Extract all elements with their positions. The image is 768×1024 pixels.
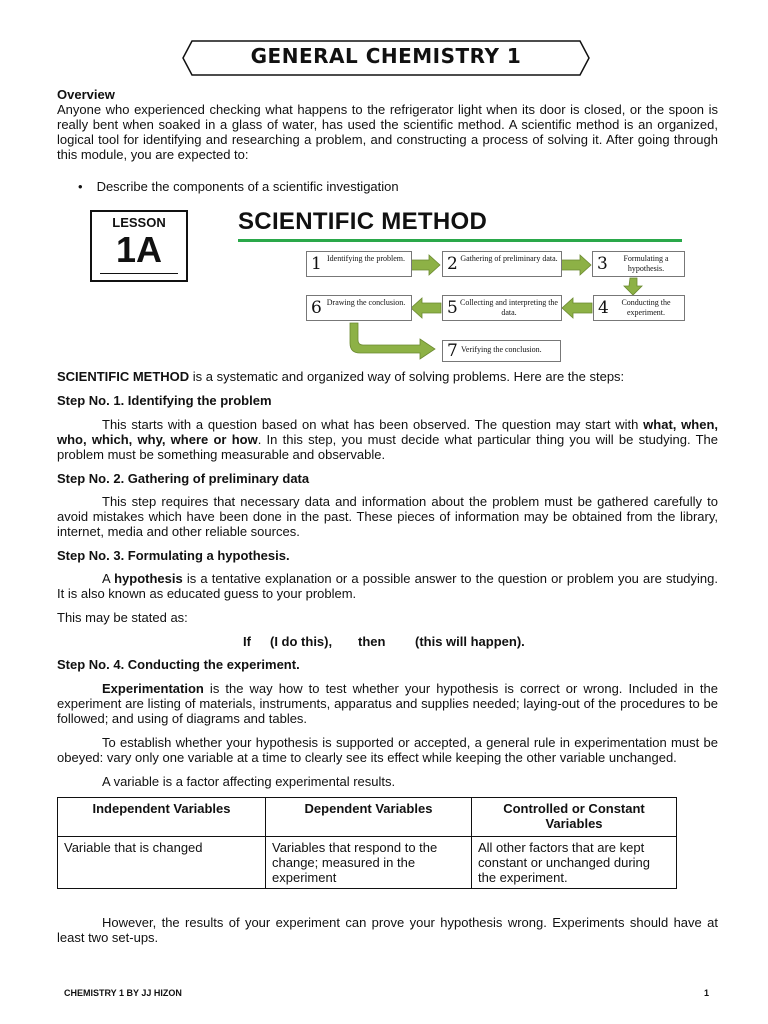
step-text: Collecting and interpreting the data. — [460, 298, 558, 317]
step-number: 3 — [597, 254, 608, 274]
lesson-title: SCIENTIFIC METHOD — [238, 208, 488, 235]
lesson-label: LESSON — [112, 215, 166, 230]
arrow-4-5 — [562, 298, 592, 318]
step-box-7 — [442, 340, 561, 362]
objective-text: Describe the components of a scientific investigation — [96, 179, 399, 194]
column-header: Independent Variables — [58, 798, 266, 837]
step-text: Gathering of preliminary data. — [460, 254, 558, 263]
step-box-5 — [442, 295, 562, 321]
step2-text: This step requires that necessary data and information about the problem must be gathered carefully to avoid mistakes which have been done in the past. These pieces of information may be obtained from the library, internet, media and other reliable sources. — [57, 494, 718, 539]
arrow-1-2 — [410, 255, 440, 275]
step3-text-part: A — [102, 571, 115, 586]
step-box-1 — [306, 251, 412, 277]
step-number: 1 — [311, 254, 322, 274]
arrow-2-3 — [561, 255, 591, 275]
step1-text-part: . In this step, you must decide what particular thing you will be studying. The problem must be something measurable and observable. — [57, 432, 718, 462]
table-row — [58, 837, 677, 889]
closing-text: However, the results of your experiment can prove your hypothesis wrong. Experiments should have at least two set-ups. — [57, 915, 718, 945]
variables-table — [57, 797, 677, 889]
step3-heading: Step No. 3. Formulating a hypothesis. — [57, 548, 290, 563]
step-text: Conducting the experiment. — [621, 298, 671, 317]
step1-heading: Step No. 1. Identifying the problem — [57, 393, 272, 408]
arrow-6-7 — [350, 323, 435, 359]
if-word: If — [243, 634, 251, 649]
experimentation-term: Experimentation — [102, 681, 204, 696]
table-cell: Variables that respond to the change; measured in the experiment — [266, 837, 472, 889]
step-number: 2 — [447, 254, 458, 274]
step3-text-part: is a tentative explanation or a possible answer to the question or problem you are studying. It is also known as educated guess to your problem. — [57, 571, 719, 601]
step-text: Drawing the conclusion. — [326, 298, 406, 307]
step2-heading: Step No. 2. Gathering of preliminary data — [57, 471, 310, 486]
page-title: GENERAL CHEMISTRY 1 — [250, 44, 522, 68]
intro-text — [57, 369, 718, 384]
overview-text: Anyone who experienced checking what happens to the refrigerator light when its door is closed, or the spoon is really bent when soaked in a glass of water, has used the scientific method. A scientific method is an organized, logical tool for identifying and researching a problem, and constructing a process of solving it. After going through this module, you are expected to: — [57, 102, 718, 162]
step4-rule: To establish whether your hypothesis is supported or accepted, a general rule in experimentation must be obeyed: vary only one variable at a time to clearly see its effect while keeping the other variable unchanged. — [57, 735, 718, 765]
hypothesis-term: hypothesis — [114, 571, 183, 586]
step-number: 5 — [447, 298, 458, 318]
lesson-number: 1A — [115, 229, 163, 270]
if-clause: (I do this), — [270, 634, 333, 649]
then-clause: (this will happen). — [415, 634, 525, 649]
intro-rest: is a systematic and organized way of solving problems. Here are the steps: — [189, 369, 625, 384]
intro-bold: SCIENTIFIC METHOD — [57, 369, 190, 384]
table-cell: Variable that is changed — [58, 837, 266, 889]
footer-credit: CHEMISTRY 1 BY JJ HIZON — [64, 988, 182, 998]
step-box-3 — [592, 251, 685, 277]
column-header: Controlled or Constant Variables — [472, 798, 677, 837]
step-box-6 — [306, 295, 412, 321]
step1-text-part: This starts with a question based on what has been observed. The question may start with — [102, 417, 644, 432]
step1-question-words: what, when, who, which, why, where or how — [57, 417, 719, 447]
table-cell: All other factors that are kept constant or unchanged during the experiment. — [472, 837, 677, 889]
bullet-icon: • — [78, 179, 83, 194]
column-header: Dependent Variables — [266, 798, 472, 837]
then-word: then — [358, 634, 386, 649]
step-text: Formulating a hypothesis. — [623, 254, 669, 273]
step-number: 4 — [598, 298, 609, 318]
scientific-method-diagram — [0, 0, 768, 370]
step3-text — [57, 571, 718, 601]
step-text: Identifying the problem. — [327, 254, 405, 263]
step1-text — [57, 417, 718, 462]
step4-text-part: is the way how to test whether your hypothesis is correct or wrong. Included in the experiment are listing of materials, instruments, apparatus and supplies needed; laying-out of the procedures to be followed; and using of diagrams and tables. — [57, 681, 718, 726]
step-number: 6 — [311, 298, 322, 318]
arrow-3-4 — [624, 278, 642, 295]
step4-heading: Step No. 4. Conducting the experiment. — [57, 657, 300, 672]
overview-heading: Overview — [57, 87, 115, 102]
step-text: Verifying the conclusion. — [461, 345, 542, 354]
arrow-5-6 — [411, 298, 441, 318]
step-box-4 — [593, 295, 685, 321]
step-number: 7 — [447, 341, 458, 361]
table-header-row — [58, 798, 677, 837]
step-box-2 — [442, 251, 562, 277]
variable-definition: A variable is a factor affecting experimental results. — [102, 774, 396, 789]
page-number: 1 — [704, 988, 710, 998]
stated-as: This may be stated as: — [57, 610, 188, 625]
step4-text — [57, 681, 718, 726]
